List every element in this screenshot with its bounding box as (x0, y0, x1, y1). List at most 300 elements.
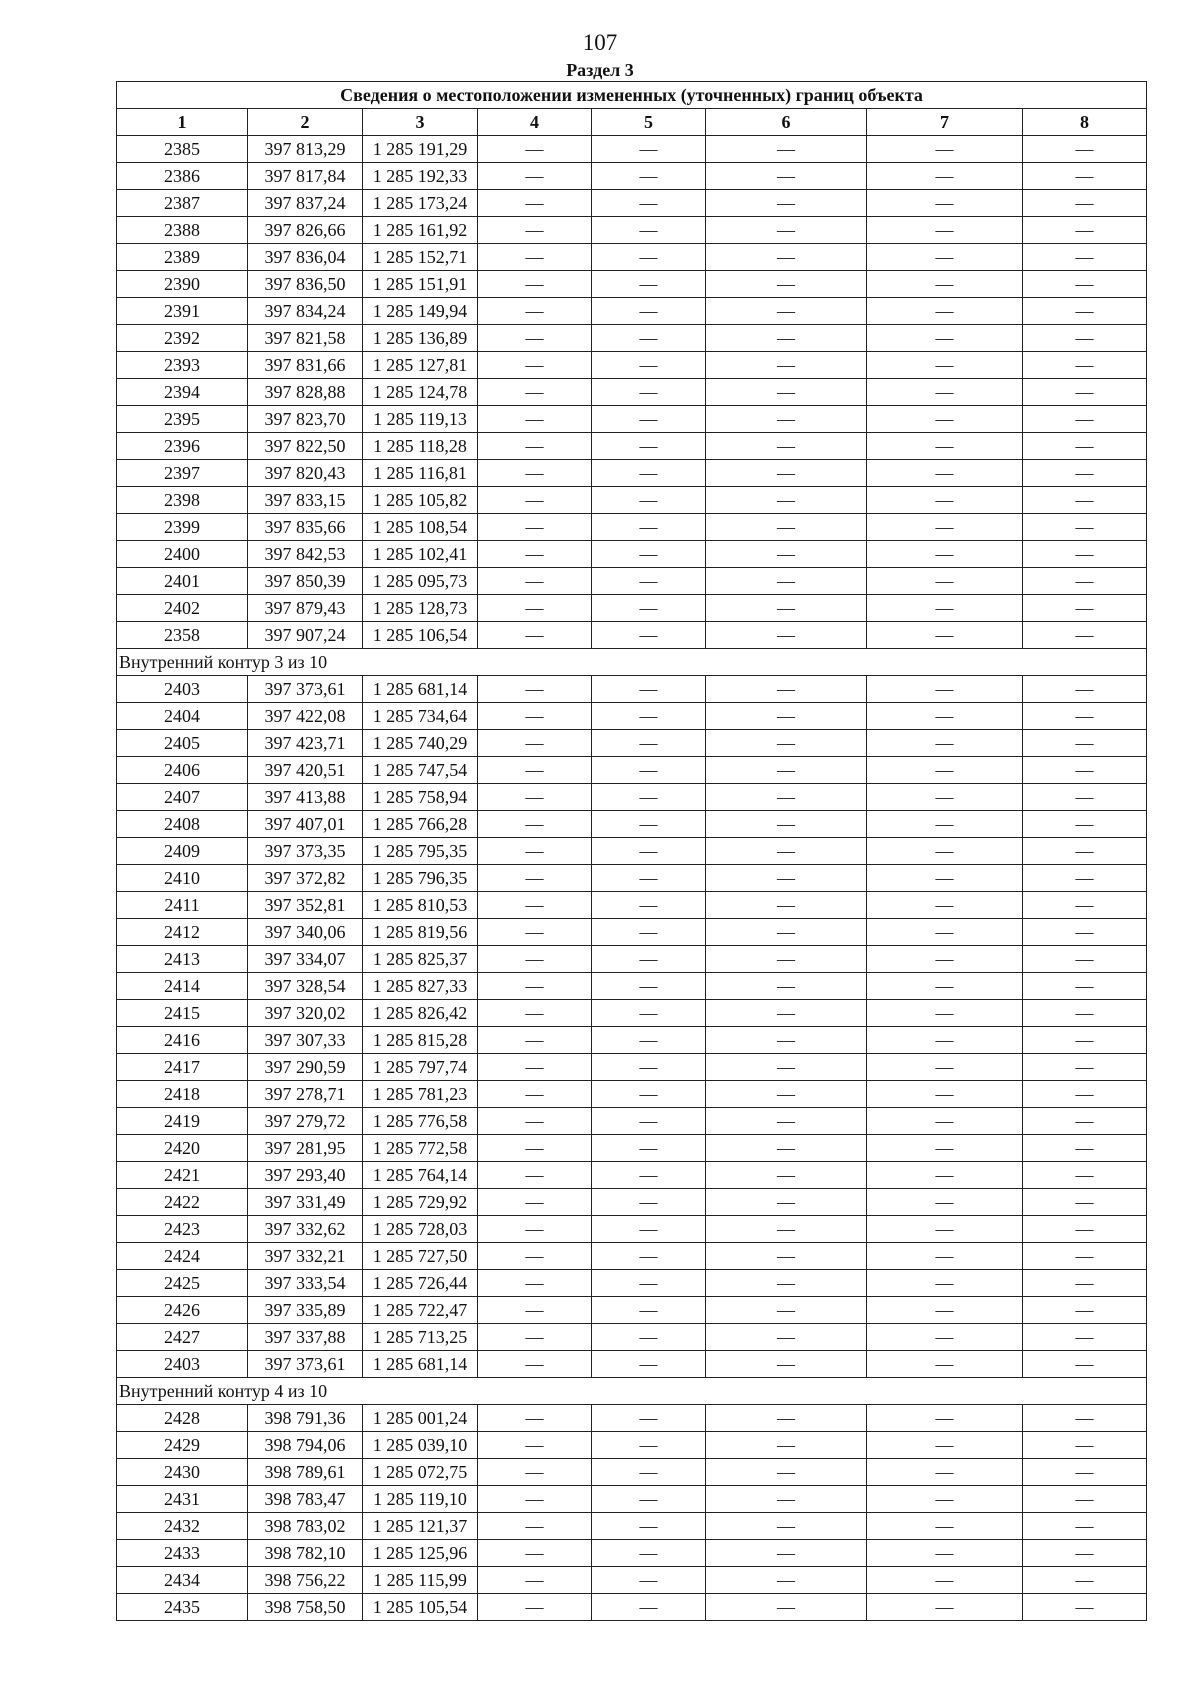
empty-cell-col-4: — (478, 865, 592, 892)
y-coordinate-cell: 1 285 819,56 (363, 919, 478, 946)
empty-cell-col-7: — (867, 892, 1023, 919)
empty-cell-col-6: — (706, 757, 867, 784)
empty-cell-col-7: — (867, 946, 1023, 973)
empty-cell-col-5: — (592, 892, 706, 919)
y-coordinate-cell: 1 285 152,71 (363, 244, 478, 271)
empty-cell-col-6: — (706, 271, 867, 298)
empty-cell-col-5: — (592, 514, 706, 541)
table-row (117, 190, 1147, 217)
empty-cell-col-5: — (592, 1486, 706, 1513)
table-row (117, 1513, 1147, 1540)
point-number-cell: 2394 (117, 379, 248, 406)
empty-cell-col-8: — (1023, 1081, 1147, 1108)
empty-cell-col-8: — (1023, 595, 1147, 622)
point-number-cell: 2416 (117, 1027, 248, 1054)
empty-cell-col-6: — (706, 352, 867, 379)
empty-cell-col-4: — (478, 1324, 592, 1351)
y-coordinate-cell: 1 285 125,96 (363, 1540, 478, 1567)
point-number-cell: 2401 (117, 568, 248, 595)
empty-cell-col-4: — (478, 190, 592, 217)
empty-cell-col-5: — (592, 217, 706, 244)
contour-header-row (117, 1378, 1147, 1405)
y-coordinate-cell: 1 285 118,28 (363, 433, 478, 460)
table-row (117, 946, 1147, 973)
empty-cell-col-8: — (1023, 865, 1147, 892)
empty-cell-col-6: — (706, 919, 867, 946)
point-number-cell: 2424 (117, 1243, 248, 1270)
table-row (117, 892, 1147, 919)
empty-cell-col-5: — (592, 352, 706, 379)
y-coordinate-cell: 1 285 105,54 (363, 1594, 478, 1621)
empty-cell-col-7: — (867, 1189, 1023, 1216)
y-coordinate-cell: 1 285 727,50 (363, 1243, 478, 1270)
empty-cell-col-7: — (867, 1108, 1023, 1135)
empty-cell-col-5: — (592, 1216, 706, 1243)
empty-cell-col-4: — (478, 568, 592, 595)
empty-cell-col-6: — (706, 1486, 867, 1513)
empty-cell-col-4: — (478, 1000, 592, 1027)
empty-cell-col-5: — (592, 1432, 706, 1459)
table-row (117, 703, 1147, 730)
table-row (117, 1135, 1147, 1162)
x-coordinate-cell: 397 352,81 (248, 892, 363, 919)
empty-cell-col-5: — (592, 1270, 706, 1297)
empty-cell-col-6: — (706, 703, 867, 730)
point-number-cell: 2434 (117, 1567, 248, 1594)
empty-cell-col-7: — (867, 865, 1023, 892)
point-number-cell: 2429 (117, 1432, 248, 1459)
point-number-cell: 2387 (117, 190, 248, 217)
empty-cell-col-8: — (1023, 1351, 1147, 1378)
x-coordinate-cell: 397 820,43 (248, 460, 363, 487)
point-number-cell: 2413 (117, 946, 248, 973)
y-coordinate-cell: 1 285 121,37 (363, 1513, 478, 1540)
point-number-cell: 2396 (117, 433, 248, 460)
x-coordinate-cell: 398 789,61 (248, 1459, 363, 1486)
empty-cell-col-5: — (592, 838, 706, 865)
empty-cell-col-7: — (867, 271, 1023, 298)
empty-cell-col-6: — (706, 1513, 867, 1540)
empty-cell-col-4: — (478, 595, 592, 622)
empty-cell-col-7: — (867, 352, 1023, 379)
table-row (117, 1243, 1147, 1270)
empty-cell-col-6: — (706, 1000, 867, 1027)
y-coordinate-cell: 1 285 825,37 (363, 946, 478, 973)
empty-cell-col-4: — (478, 325, 592, 352)
x-coordinate-cell: 397 320,02 (248, 1000, 363, 1027)
empty-cell-col-4: — (478, 784, 592, 811)
table-row (117, 1027, 1147, 1054)
x-coordinate-cell: 398 756,22 (248, 1567, 363, 1594)
empty-cell-col-4: — (478, 1486, 592, 1513)
empty-cell-col-8: — (1023, 919, 1147, 946)
empty-cell-col-5: — (592, 1189, 706, 1216)
empty-cell-col-5: — (592, 1405, 706, 1432)
y-coordinate-cell: 1 285 127,81 (363, 352, 478, 379)
empty-cell-col-4: — (478, 1135, 592, 1162)
empty-cell-col-4: — (478, 1567, 592, 1594)
point-number-cell: 2402 (117, 595, 248, 622)
empty-cell-col-8: — (1023, 1405, 1147, 1432)
y-coordinate-cell: 1 285 192,33 (363, 163, 478, 190)
y-coordinate-cell: 1 285 713,25 (363, 1324, 478, 1351)
empty-cell-col-5: — (592, 595, 706, 622)
empty-cell-col-6: — (706, 568, 867, 595)
empty-cell-col-6: — (706, 1351, 867, 1378)
empty-cell-col-5: — (592, 1540, 706, 1567)
contour-label: Внутренний контур 4 из 10 (117, 1378, 1147, 1405)
x-coordinate-cell: 397 333,54 (248, 1270, 363, 1297)
empty-cell-col-8: — (1023, 1000, 1147, 1027)
empty-cell-col-8: — (1023, 1135, 1147, 1162)
table-row (117, 1432, 1147, 1459)
point-number-cell: 2358 (117, 622, 248, 649)
point-number-cell: 2414 (117, 973, 248, 1000)
table-row (117, 244, 1147, 271)
empty-cell-col-7: — (867, 1540, 1023, 1567)
y-coordinate-cell: 1 285 826,42 (363, 1000, 478, 1027)
y-coordinate-cell: 1 285 115,99 (363, 1567, 478, 1594)
empty-cell-col-4: — (478, 541, 592, 568)
empty-cell-col-7: — (867, 217, 1023, 244)
empty-cell-col-6: — (706, 1027, 867, 1054)
table-row (117, 730, 1147, 757)
y-coordinate-cell: 1 285 095,73 (363, 568, 478, 595)
empty-cell-col-6: — (706, 1162, 867, 1189)
empty-cell-col-7: — (867, 190, 1023, 217)
table-row (117, 676, 1147, 703)
empty-cell-col-8: — (1023, 1108, 1147, 1135)
empty-cell-col-8: — (1023, 1243, 1147, 1270)
empty-cell-col-6: — (706, 1189, 867, 1216)
empty-cell-col-4: — (478, 757, 592, 784)
empty-cell-col-4: — (478, 217, 592, 244)
empty-cell-col-7: — (867, 1432, 1023, 1459)
empty-cell-col-5: — (592, 946, 706, 973)
empty-cell-col-7: — (867, 433, 1023, 460)
empty-cell-col-8: — (1023, 730, 1147, 757)
empty-cell-col-7: — (867, 406, 1023, 433)
point-number-cell: 2390 (117, 271, 248, 298)
empty-cell-col-7: — (867, 1513, 1023, 1540)
empty-cell-col-6: — (706, 1216, 867, 1243)
empty-cell-col-6: — (706, 1567, 867, 1594)
empty-cell-col-6: — (706, 217, 867, 244)
empty-cell-col-7: — (867, 757, 1023, 784)
x-coordinate-cell: 397 335,89 (248, 1297, 363, 1324)
x-coordinate-cell: 397 328,54 (248, 973, 363, 1000)
empty-cell-col-6: — (706, 973, 867, 1000)
empty-cell-col-6: — (706, 1081, 867, 1108)
x-coordinate-cell: 397 332,21 (248, 1243, 363, 1270)
x-coordinate-cell: 397 290,59 (248, 1054, 363, 1081)
empty-cell-col-7: — (867, 136, 1023, 163)
empty-cell-col-6: — (706, 379, 867, 406)
point-number-cell: 2385 (117, 136, 248, 163)
table-row (117, 406, 1147, 433)
empty-cell-col-6: — (706, 1054, 867, 1081)
contour-label: Внутренний контур 3 из 10 (117, 649, 1147, 676)
point-number-cell: 2419 (117, 1108, 248, 1135)
empty-cell-col-6: — (706, 541, 867, 568)
column-header-8: 8 (1023, 109, 1147, 136)
empty-cell-col-8: — (1023, 433, 1147, 460)
empty-cell-col-8: — (1023, 1216, 1147, 1243)
x-coordinate-cell: 397 826,66 (248, 217, 363, 244)
empty-cell-col-4: — (478, 622, 592, 649)
point-number-cell: 2411 (117, 892, 248, 919)
point-number-cell: 2395 (117, 406, 248, 433)
empty-cell-col-5: — (592, 1162, 706, 1189)
x-coordinate-cell: 397 293,40 (248, 1162, 363, 1189)
y-coordinate-cell: 1 285 072,75 (363, 1459, 478, 1486)
point-number-cell: 2410 (117, 865, 248, 892)
empty-cell-col-8: — (1023, 946, 1147, 973)
empty-cell-col-8: — (1023, 757, 1147, 784)
point-number-cell: 2406 (117, 757, 248, 784)
empty-cell-col-5: — (592, 1243, 706, 1270)
point-number-cell: 2412 (117, 919, 248, 946)
empty-cell-col-4: — (478, 1513, 592, 1540)
point-number-cell: 2431 (117, 1486, 248, 1513)
empty-cell-col-7: — (867, 1567, 1023, 1594)
empty-cell-col-4: — (478, 838, 592, 865)
y-coordinate-cell: 1 285 764,14 (363, 1162, 478, 1189)
empty-cell-col-6: — (706, 676, 867, 703)
empty-cell-col-7: — (867, 379, 1023, 406)
empty-cell-col-7: — (867, 1135, 1023, 1162)
y-coordinate-cell: 1 285 119,10 (363, 1486, 478, 1513)
point-number-cell: 2400 (117, 541, 248, 568)
table-row (117, 217, 1147, 244)
empty-cell-col-8: — (1023, 136, 1147, 163)
point-number-cell: 2430 (117, 1459, 248, 1486)
table-row (117, 1405, 1147, 1432)
point-number-cell: 2432 (117, 1513, 248, 1540)
empty-cell-col-5: — (592, 1324, 706, 1351)
table-caption: Сведения о местоположении измененных (уточненных) границ объекта (117, 82, 1147, 109)
table-row (117, 1459, 1147, 1486)
point-number-cell: 2409 (117, 838, 248, 865)
x-coordinate-cell: 397 823,70 (248, 406, 363, 433)
empty-cell-col-6: — (706, 514, 867, 541)
empty-cell-col-4: — (478, 271, 592, 298)
empty-cell-col-5: — (592, 865, 706, 892)
table-row (117, 1189, 1147, 1216)
x-coordinate-cell: 397 907,24 (248, 622, 363, 649)
point-number-cell: 2427 (117, 1324, 248, 1351)
table-row (117, 1054, 1147, 1081)
table-row (117, 919, 1147, 946)
empty-cell-col-8: — (1023, 892, 1147, 919)
table-row (117, 1351, 1147, 1378)
point-number-cell: 2399 (117, 514, 248, 541)
x-coordinate-cell: 397 407,01 (248, 811, 363, 838)
x-coordinate-cell: 397 281,95 (248, 1135, 363, 1162)
empty-cell-col-5: — (592, 1135, 706, 1162)
empty-cell-col-6: — (706, 298, 867, 325)
x-coordinate-cell: 397 334,07 (248, 946, 363, 973)
column-header-6: 6 (706, 109, 867, 136)
empty-cell-col-7: — (867, 568, 1023, 595)
empty-cell-col-7: — (867, 163, 1023, 190)
point-number-cell: 2428 (117, 1405, 248, 1432)
point-number-cell: 2391 (117, 298, 248, 325)
empty-cell-col-6: — (706, 730, 867, 757)
empty-cell-col-7: — (867, 1027, 1023, 1054)
empty-cell-col-7: — (867, 703, 1023, 730)
table-row (117, 487, 1147, 514)
point-number-cell: 2421 (117, 1162, 248, 1189)
empty-cell-col-4: — (478, 1108, 592, 1135)
empty-cell-col-8: — (1023, 1567, 1147, 1594)
empty-cell-col-4: — (478, 1540, 592, 1567)
empty-cell-col-7: — (867, 1324, 1023, 1351)
empty-cell-col-7: — (867, 595, 1023, 622)
x-coordinate-cell: 397 307,33 (248, 1027, 363, 1054)
empty-cell-col-8: — (1023, 1432, 1147, 1459)
empty-cell-col-7: — (867, 1486, 1023, 1513)
x-coordinate-cell: 397 331,49 (248, 1189, 363, 1216)
table-row (117, 1216, 1147, 1243)
y-coordinate-cell: 1 285 173,24 (363, 190, 478, 217)
point-number-cell: 2415 (117, 1000, 248, 1027)
empty-cell-col-8: — (1023, 217, 1147, 244)
point-number-cell: 2433 (117, 1540, 248, 1567)
empty-cell-col-5: — (592, 703, 706, 730)
y-coordinate-cell: 1 285 116,81 (363, 460, 478, 487)
x-coordinate-cell: 398 791,36 (248, 1405, 363, 1432)
y-coordinate-cell: 1 285 161,92 (363, 217, 478, 244)
empty-cell-col-4: — (478, 730, 592, 757)
empty-cell-col-4: — (478, 487, 592, 514)
empty-cell-col-4: — (478, 1405, 592, 1432)
empty-cell-col-4: — (478, 1081, 592, 1108)
table-row (117, 784, 1147, 811)
point-number-cell: 2405 (117, 730, 248, 757)
empty-cell-col-5: — (592, 1297, 706, 1324)
empty-cell-col-6: — (706, 892, 867, 919)
empty-cell-col-8: — (1023, 244, 1147, 271)
empty-cell-col-6: — (706, 1405, 867, 1432)
empty-cell-col-8: — (1023, 784, 1147, 811)
empty-cell-col-4: — (478, 1189, 592, 1216)
y-coordinate-cell: 1 285 001,24 (363, 1405, 478, 1432)
table-row (117, 514, 1147, 541)
empty-cell-col-6: — (706, 1540, 867, 1567)
point-number-cell: 2397 (117, 460, 248, 487)
empty-cell-col-7: — (867, 1459, 1023, 1486)
empty-cell-col-7: — (867, 1081, 1023, 1108)
empty-cell-col-8: — (1023, 811, 1147, 838)
empty-cell-col-4: — (478, 946, 592, 973)
x-coordinate-cell: 398 783,47 (248, 1486, 363, 1513)
column-header-1: 1 (117, 109, 248, 136)
y-coordinate-cell: 1 285 747,54 (363, 757, 478, 784)
table-row (117, 460, 1147, 487)
x-coordinate-cell: 397 837,24 (248, 190, 363, 217)
empty-cell-col-6: — (706, 811, 867, 838)
empty-cell-col-5: — (592, 190, 706, 217)
empty-cell-col-6: — (706, 460, 867, 487)
point-number-cell: 2407 (117, 784, 248, 811)
empty-cell-col-7: — (867, 1162, 1023, 1189)
empty-cell-col-6: — (706, 838, 867, 865)
empty-cell-col-5: — (592, 1081, 706, 1108)
point-number-cell: 2426 (117, 1297, 248, 1324)
table-row (117, 1567, 1147, 1594)
empty-cell-col-6: — (706, 1108, 867, 1135)
empty-cell-col-7: — (867, 1270, 1023, 1297)
table-row (117, 1540, 1147, 1567)
empty-cell-col-5: — (592, 325, 706, 352)
empty-cell-col-8: — (1023, 298, 1147, 325)
x-coordinate-cell: 398 794,06 (248, 1432, 363, 1459)
empty-cell-col-4: — (478, 1027, 592, 1054)
y-coordinate-cell: 1 285 795,35 (363, 838, 478, 865)
point-number-cell: 2398 (117, 487, 248, 514)
y-coordinate-cell: 1 285 681,14 (363, 676, 478, 703)
table-row (117, 595, 1147, 622)
empty-cell-col-5: — (592, 487, 706, 514)
y-coordinate-cell: 1 285 797,74 (363, 1054, 478, 1081)
empty-cell-col-5: — (592, 973, 706, 1000)
empty-cell-col-7: — (867, 838, 1023, 865)
empty-cell-col-5: — (592, 379, 706, 406)
empty-cell-col-7: — (867, 676, 1023, 703)
empty-cell-col-7: — (867, 973, 1023, 1000)
x-coordinate-cell: 398 758,50 (248, 1594, 363, 1621)
point-number-cell: 2404 (117, 703, 248, 730)
y-coordinate-cell: 1 285 815,28 (363, 1027, 478, 1054)
empty-cell-col-6: — (706, 1270, 867, 1297)
table-row (117, 1270, 1147, 1297)
empty-cell-col-7: — (867, 811, 1023, 838)
empty-cell-col-8: — (1023, 973, 1147, 1000)
x-coordinate-cell: 397 373,61 (248, 676, 363, 703)
empty-cell-col-8: — (1023, 838, 1147, 865)
y-coordinate-cell: 1 285 108,54 (363, 514, 478, 541)
empty-cell-col-5: — (592, 622, 706, 649)
empty-cell-col-8: — (1023, 487, 1147, 514)
y-coordinate-cell: 1 285 124,78 (363, 379, 478, 406)
empty-cell-col-6: — (706, 244, 867, 271)
x-coordinate-cell: 397 842,53 (248, 541, 363, 568)
x-coordinate-cell: 397 833,15 (248, 487, 363, 514)
table-row (117, 1162, 1147, 1189)
column-header-5: 5 (592, 109, 706, 136)
point-number-cell: 2435 (117, 1594, 248, 1621)
empty-cell-col-5: — (592, 1108, 706, 1135)
empty-cell-col-8: — (1023, 622, 1147, 649)
y-coordinate-cell: 1 285 106,54 (363, 622, 478, 649)
column-header-7: 7 (867, 109, 1023, 136)
x-coordinate-cell: 397 834,24 (248, 298, 363, 325)
empty-cell-col-5: — (592, 163, 706, 190)
point-number-cell: 2418 (117, 1081, 248, 1108)
empty-cell-col-5: — (592, 460, 706, 487)
section-title: Раздел 3 (566, 60, 634, 80)
empty-cell-col-8: — (1023, 352, 1147, 379)
empty-cell-col-6: — (706, 1297, 867, 1324)
empty-cell-col-4: — (478, 703, 592, 730)
x-coordinate-cell: 397 822,50 (248, 433, 363, 460)
empty-cell-col-4: — (478, 919, 592, 946)
empty-cell-col-5: — (592, 433, 706, 460)
x-coordinate-cell: 397 373,35 (248, 838, 363, 865)
table-caption-row (117, 82, 1147, 109)
y-coordinate-cell: 1 285 149,94 (363, 298, 478, 325)
